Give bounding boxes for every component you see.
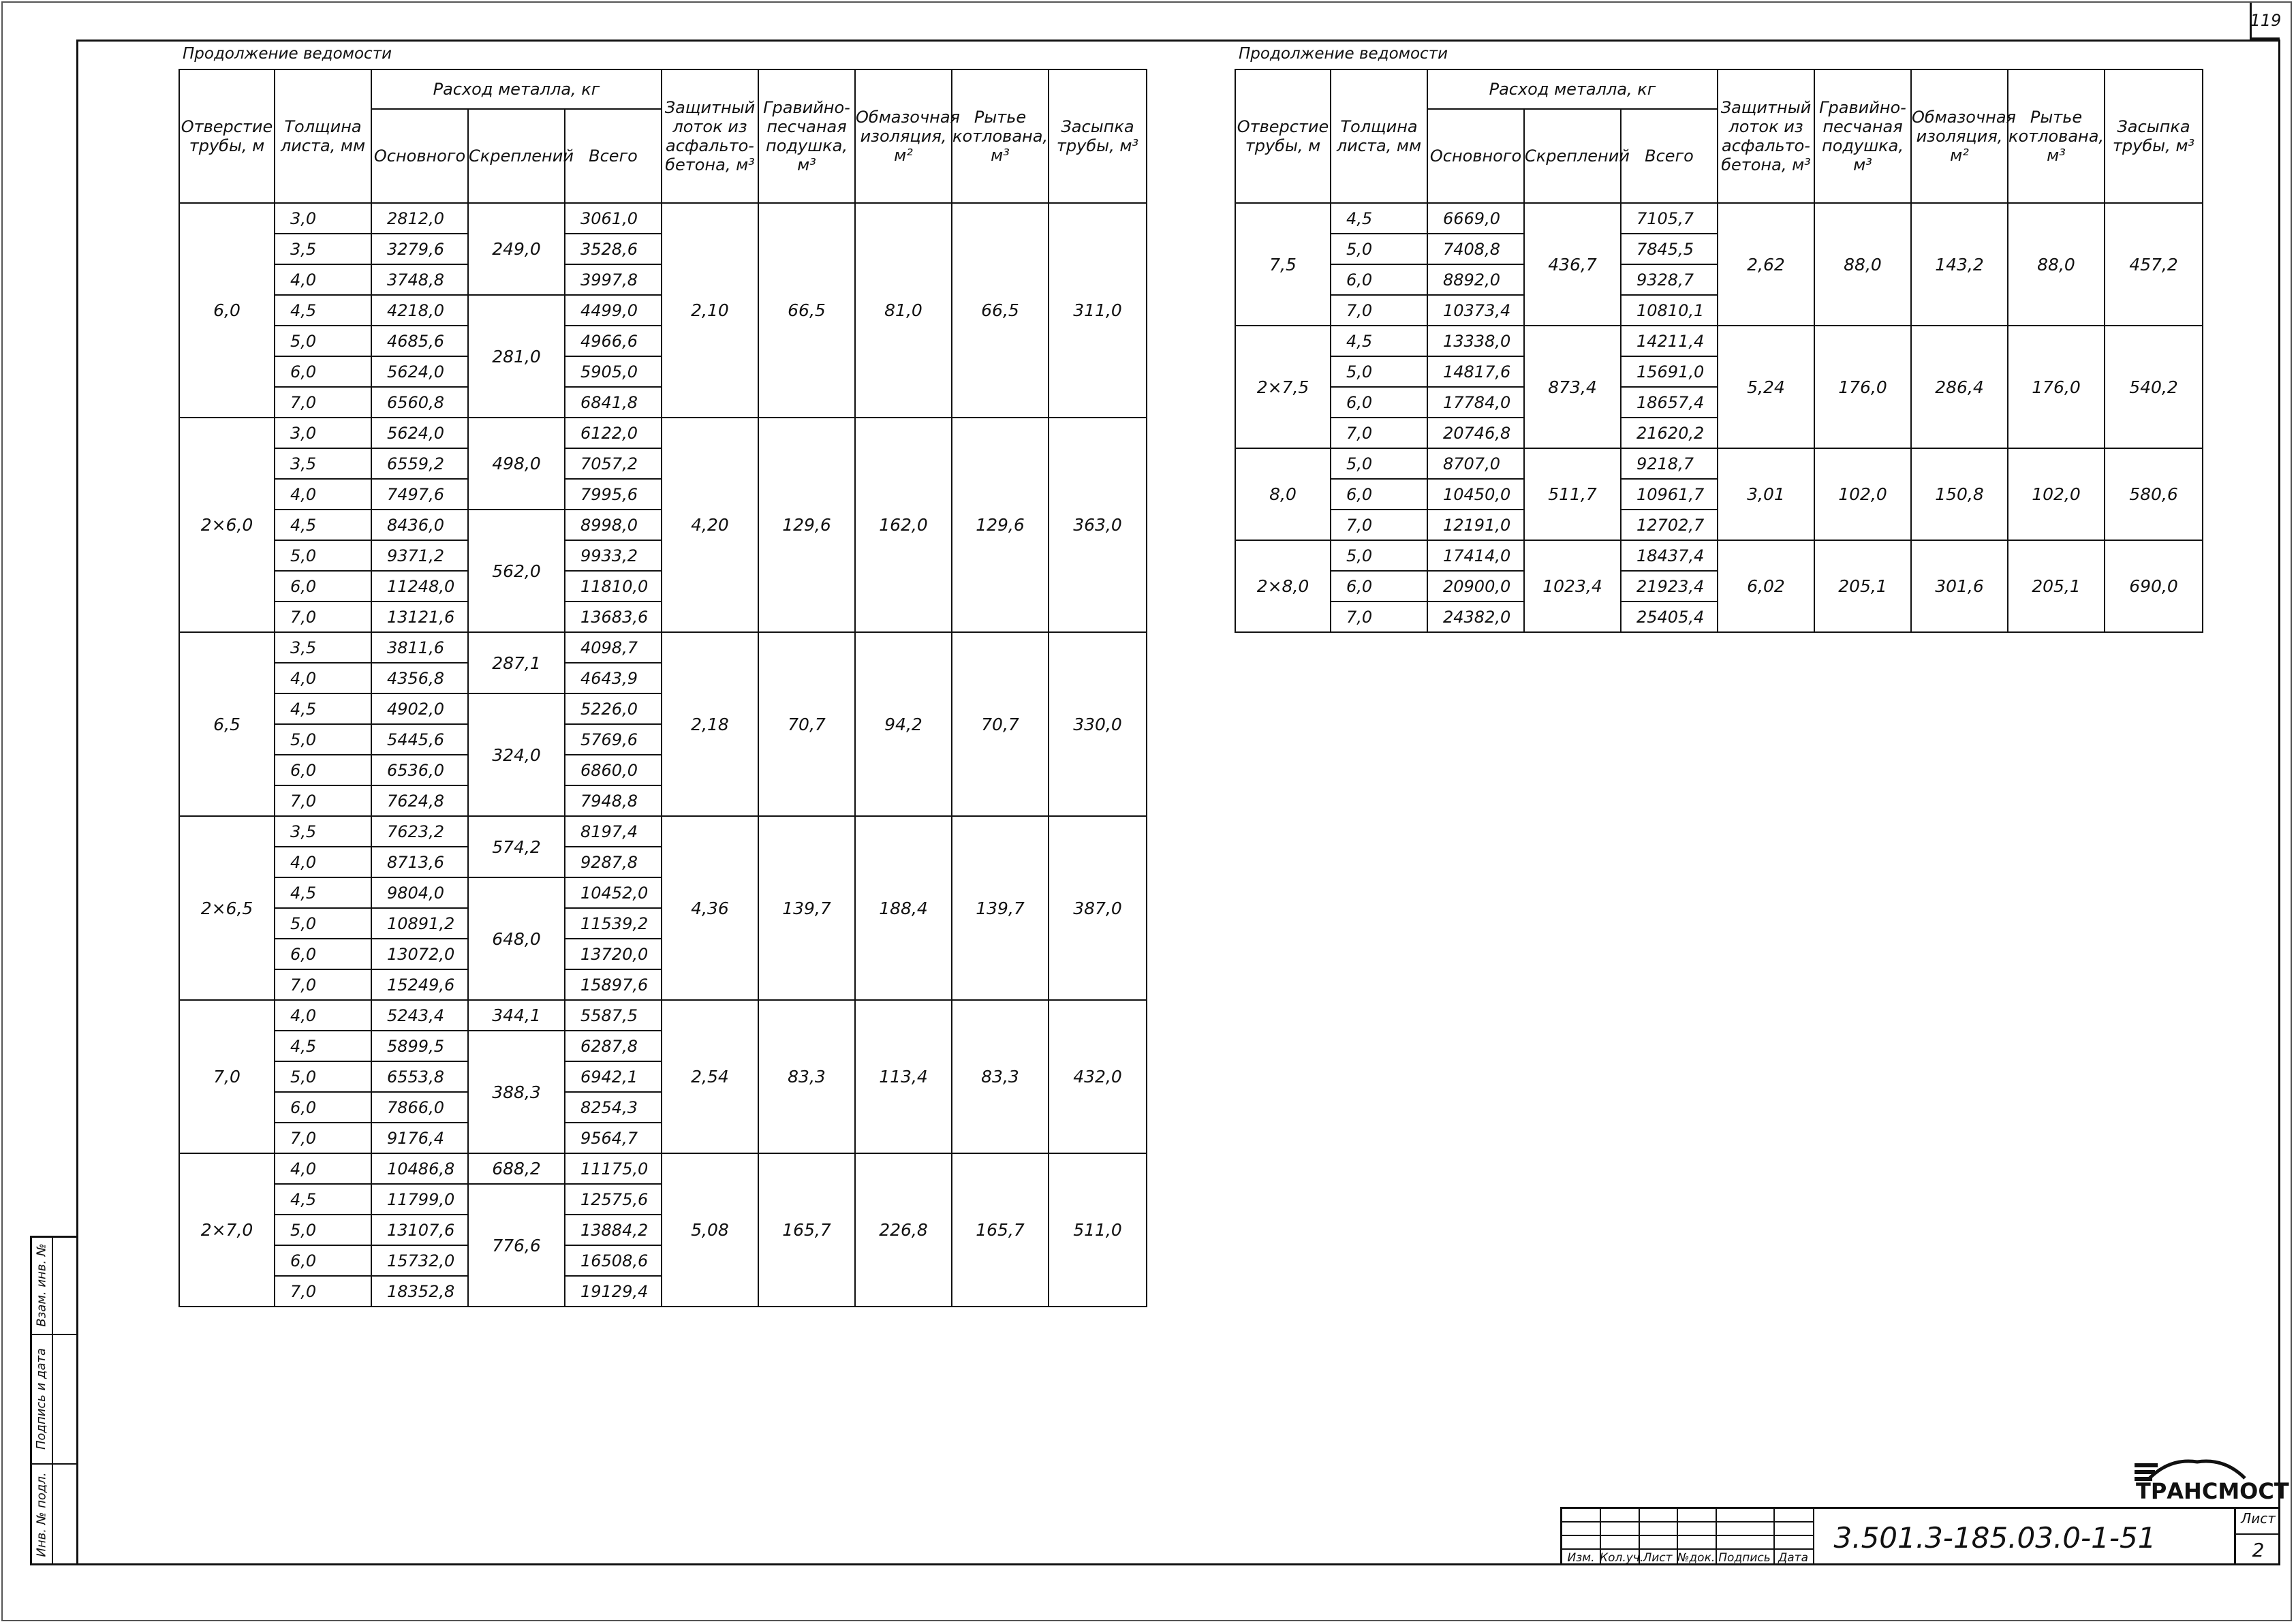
cell-thickness: 5,0 [275,326,371,356]
cell-metal-total: 9933,2 [565,540,662,571]
cell-thickness: 6,0 [275,571,371,602]
table-row [1235,203,2203,234]
cell-opening: 2×6,0 [179,418,275,632]
cell-metal-main: 10486,8 [371,1153,468,1184]
header-metal-consumption: Расход металла, кг [1427,69,1718,109]
table-row [179,632,1147,663]
cell-metal-main: 6560,8 [371,387,468,418]
cell-thickness: 7,0 [275,785,371,816]
cell-metal-main: 7497,6 [371,479,468,510]
cell-metal-total: 10452,0 [565,877,662,908]
cell-coating-insulation: 150,8 [1911,448,2008,540]
cell-thickness: 6,0 [1331,264,1427,295]
cell-metal-fasteners: 873,4 [1524,326,1621,448]
cell-thickness: 7,0 [275,387,371,418]
cell-gravel-cushion: 139,7 [758,816,855,1000]
cell-opening: 7,5 [1235,203,1331,326]
cell-thickness: 5,0 [275,724,371,755]
header-pit-excavation: Рытье котлована, м³ [2008,69,2105,203]
header-metal-total: Всего [565,109,662,203]
cell-gravel-cushion: 129,6 [758,418,855,632]
cell-metal-total: 4499,0 [565,295,662,326]
cell-metal-total: 3528,6 [565,234,662,264]
cell-metal-total: 16508,6 [565,1245,662,1276]
cell-metal-main: 9371,2 [371,540,468,571]
header-gravel-cushion: Гравийно-песчаная подушка, м³ [1814,69,1911,203]
cell-protective-tray: 2,18 [662,632,758,816]
cell-opening: 2×7,5 [1235,326,1331,448]
cell-protective-tray: 4,20 [662,418,758,632]
page-number: 119 [2250,3,2280,40]
cell-metal-main: 17784,0 [1427,387,1524,418]
sheet-label: Лист [2241,1510,2276,1527]
cell-metal-total: 21923,4 [1621,571,1718,602]
cell-coating-insulation: 143,2 [1911,203,2008,326]
cell-opening: 2×6,5 [179,816,275,1000]
cell-metal-main: 10373,4 [1427,295,1524,326]
cell-pit-excavation: 83,3 [952,1000,1049,1153]
table-row [179,1153,1147,1184]
cell-protective-tray: 3,01 [1718,448,1814,540]
cell-metal-total: 12702,7 [1621,510,1718,540]
title-block [1560,1507,2280,1565]
table-row [1235,540,2203,571]
cell-metal-fasteners: 249,0 [468,203,565,295]
cell-metal-main: 6559,2 [371,448,468,479]
cell-opening: 8,0 [1235,448,1331,540]
cell-thickness: 7,0 [1331,295,1427,326]
cell-metal-main: 20900,0 [1427,571,1524,602]
cell-thickness: 4,0 [275,663,371,693]
title-block-revision-cells [1562,1509,1814,1565]
cell-thickness: 4,5 [275,1184,371,1215]
cell-thickness: 5,0 [275,540,371,571]
table-row [1235,326,2203,356]
cell-metal-total: 5587,5 [565,1000,662,1031]
cell-pipe-backfill: 580,6 [2105,448,2203,540]
cell-metal-total: 7057,2 [565,448,662,479]
header-opening: Отверстие трубы, м [179,69,275,203]
cell-metal-total: 8998,0 [565,510,662,540]
cell-thickness: 4,5 [1331,203,1427,234]
table-row [179,816,1147,847]
cell-metal-main: 5243,4 [371,1000,468,1031]
cell-pit-excavation: 88,0 [2008,203,2105,326]
cell-coating-insulation: 113,4 [855,1000,952,1153]
cell-thickness: 5,0 [1331,234,1427,264]
cell-thickness: 7,0 [275,1123,371,1153]
cell-protective-tray: 2,10 [662,203,758,418]
cell-metal-main: 11248,0 [371,571,468,602]
cell-metal-total: 7948,8 [565,785,662,816]
cell-thickness: 4,0 [275,847,371,877]
cell-coating-insulation: 188,4 [855,816,952,1000]
cell-metal-total: 15897,6 [565,969,662,1000]
cell-pit-excavation: 139,7 [952,816,1049,1000]
tb-label-izm: Изм. [1567,1551,1595,1565]
cell-thickness: 7,0 [275,969,371,1000]
cell-metal-total: 9287,8 [565,847,662,877]
cell-metal-main: 7623,2 [371,816,468,847]
cell-gravel-cushion: 66,5 [758,203,855,418]
cell-thickness: 4,5 [275,295,371,326]
sheet-number-box [2234,1509,2280,1565]
cell-thickness: 7,0 [1331,510,1427,540]
cell-protective-tray: 5,24 [1718,326,1814,448]
cell-metal-main: 13121,6 [371,602,468,632]
header-metal-main: Основного [371,109,468,203]
cell-thickness: 4,5 [275,1031,371,1061]
header-thickness: Толщина листа, мм [1331,69,1427,203]
cell-metal-main: 17414,0 [1427,540,1524,571]
cell-metal-main: 9804,0 [371,877,468,908]
cell-metal-main: 2812,0 [371,203,468,234]
left-table-caption: Продолжение ведомости [183,45,392,63]
logo-text: ТРАНСМОСТ [2136,1478,2289,1504]
cell-thickness: 6,0 [1331,479,1427,510]
cell-metal-total: 3997,8 [565,264,662,295]
cell-opening: 6,0 [179,203,275,418]
tb-label-podpis: Подпись [1718,1551,1771,1565]
cell-thickness: 6,0 [1331,387,1427,418]
cell-thickness: 6,0 [1331,571,1427,602]
side-label-sign-date: Подпись и дата [34,1347,49,1450]
cell-metal-total: 25405,4 [1621,602,1718,632]
cell-opening: 2×8,0 [1235,540,1331,632]
table-row [1235,448,2203,479]
cell-thickness: 6,0 [275,1092,371,1123]
header-metal-consumption: Расход металла, кг [371,69,662,109]
cell-metal-main: 4685,6 [371,326,468,356]
cell-pipe-backfill: 387,0 [1049,816,1147,1000]
cell-thickness: 6,0 [275,939,371,969]
cell-pipe-backfill: 311,0 [1049,203,1147,418]
cell-metal-total: 5905,0 [565,356,662,387]
cell-metal-fasteners: 776,6 [468,1184,565,1307]
cell-metal-total: 19129,4 [565,1276,662,1307]
cell-protective-tray: 2,62 [1718,203,1814,326]
cell-metal-main: 5624,0 [371,356,468,387]
cell-pipe-backfill: 432,0 [1049,1000,1147,1153]
cell-thickness: 6,0 [275,755,371,785]
cell-metal-main: 8713,6 [371,847,468,877]
cell-metal-main: 14817,6 [1427,356,1524,387]
header-thickness: Толщина листа, мм [275,69,371,203]
cell-metal-total: 10961,7 [1621,479,1718,510]
cell-metal-main: 6553,8 [371,1061,468,1092]
cell-metal-main: 11799,0 [371,1184,468,1215]
cell-metal-total: 7845,5 [1621,234,1718,264]
cell-metal-total: 18437,4 [1621,540,1718,571]
cell-coating-insulation: 226,8 [855,1153,952,1307]
cell-thickness: 7,0 [275,1276,371,1307]
cell-pit-excavation: 165,7 [952,1153,1049,1307]
cell-thickness: 3,5 [275,448,371,479]
cell-metal-total: 14211,4 [1621,326,1718,356]
header-pipe-backfill: Засыпка трубы, м³ [1049,69,1147,203]
side-label-inv-vzam: Взам. инв. № [34,1243,49,1327]
cell-opening: 7,0 [179,1000,275,1153]
header-protective-tray: Защитный лоток из асфальто-бетона, м³ [662,69,758,203]
cell-metal-total: 3061,0 [565,203,662,234]
cell-metal-main: 9176,4 [371,1123,468,1153]
cell-thickness: 5,0 [275,908,371,939]
cell-metal-main: 3811,6 [371,632,468,663]
cell-gravel-cushion: 83,3 [758,1000,855,1153]
cell-metal-total: 4966,6 [565,326,662,356]
cell-pipe-backfill: 330,0 [1049,632,1147,816]
cell-gravel-cushion: 70,7 [758,632,855,816]
cell-metal-total: 5769,6 [565,724,662,755]
cell-metal-total: 11810,0 [565,571,662,602]
cell-metal-main: 12191,0 [1427,510,1524,540]
cell-metal-fasteners: 388,3 [468,1031,565,1153]
cell-metal-main: 4902,0 [371,693,468,724]
cell-metal-main: 5445,6 [371,724,468,755]
right-statement-table [1235,69,2203,633]
cell-metal-total: 13683,6 [565,602,662,632]
table-row [179,1000,1147,1031]
cell-thickness: 3,5 [275,816,371,847]
cell-pit-excavation: 70,7 [952,632,1049,816]
cell-metal-fasteners: 648,0 [468,877,565,1000]
cell-metal-main: 3748,8 [371,264,468,295]
cell-thickness: 3,5 [275,234,371,264]
cell-thickness: 6,0 [275,1245,371,1276]
cell-metal-total: 13884,2 [565,1215,662,1245]
cell-metal-main: 15249,6 [371,969,468,1000]
header-opening: Отверстие трубы, м [1235,69,1331,203]
cell-metal-total: 6860,0 [565,755,662,785]
cell-thickness: 4,5 [275,510,371,540]
header-metal-fasteners: Скреплений [1524,109,1621,203]
cell-pit-excavation: 176,0 [2008,326,2105,448]
cell-thickness: 4,0 [275,479,371,510]
cell-coating-insulation: 81,0 [855,203,952,418]
cell-metal-fasteners: 1023,4 [1524,540,1621,632]
cell-metal-main: 8707,0 [1427,448,1524,479]
cell-metal-main: 10891,2 [371,908,468,939]
cell-thickness: 3,5 [275,632,371,663]
left-statement-table [179,69,1147,1307]
cell-pipe-backfill: 540,2 [2105,326,2203,448]
cell-metal-total: 7995,6 [565,479,662,510]
cell-coating-insulation: 94,2 [855,632,952,816]
cell-metal-total: 4643,9 [565,663,662,693]
cell-gravel-cushion: 102,0 [1814,448,1911,540]
sheet-number: 2 [2252,1539,2265,1561]
cell-metal-total: 11175,0 [565,1153,662,1184]
cell-thickness: 6,0 [275,356,371,387]
cell-metal-main: 8436,0 [371,510,468,540]
cell-thickness: 3,0 [275,203,371,234]
cell-metal-main: 4356,8 [371,663,468,693]
cell-thickness: 5,0 [275,1061,371,1092]
cell-metal-main: 8892,0 [1427,264,1524,295]
cell-metal-total: 12575,6 [565,1184,662,1215]
header-metal-total: Всего [1621,109,1718,203]
header-coating-insulation: Обмазочная изоляция, м² [855,69,952,203]
table-row [179,203,1147,234]
cell-metal-total: 9218,7 [1621,448,1718,479]
cell-metal-total: 18657,4 [1621,387,1718,418]
cell-metal-main: 24382,0 [1427,602,1524,632]
side-label-inv-podl: Инв. № подл. [34,1471,49,1557]
cell-pit-excavation: 129,6 [952,418,1049,632]
cell-thickness: 4,0 [275,1153,371,1184]
cell-metal-total: 21620,2 [1621,418,1718,448]
cell-coating-insulation: 301,6 [1911,540,2008,632]
cell-metal-total: 10810,1 [1621,295,1718,326]
cell-opening: 6,5 [179,632,275,816]
cell-gravel-cushion: 176,0 [1814,326,1911,448]
header-metal-fasteners: Скреплений [468,109,565,203]
cell-gravel-cushion: 205,1 [1814,540,1911,632]
cell-metal-total: 15691,0 [1621,356,1718,387]
cell-thickness: 5,0 [1331,356,1427,387]
cell-metal-main: 10450,0 [1427,479,1524,510]
cell-metal-main: 20746,8 [1427,418,1524,448]
cell-thickness: 5,0 [275,1215,371,1245]
cell-metal-main: 7408,8 [1427,234,1524,264]
cell-protective-tray: 6,02 [1718,540,1814,632]
cell-coating-insulation: 286,4 [1911,326,2008,448]
cell-gravel-cushion: 165,7 [758,1153,855,1307]
cell-metal-fasteners: 436,7 [1524,203,1621,326]
cell-metal-fasteners: 324,0 [468,693,565,816]
cell-pit-excavation: 205,1 [2008,540,2105,632]
cell-metal-main: 5899,5 [371,1031,468,1061]
cell-opening: 2×7,0 [179,1153,275,1307]
cell-thickness: 4,5 [1331,326,1427,356]
cell-protective-tray: 5,08 [662,1153,758,1307]
document-code: 3.501.3-185.03.0-1-51 [1833,1521,2156,1555]
cell-metal-main: 3279,6 [371,234,468,264]
transmost-logo [2129,1455,2289,1504]
header-gravel-cushion: Гравийно-песчаная подушка, м³ [758,69,855,203]
cell-thickness: 4,0 [275,1000,371,1031]
cell-metal-main: 7866,0 [371,1092,468,1123]
table-row [179,418,1147,448]
header-protective-tray: Защитный лоток из асфальто-бетона, м³ [1718,69,1814,203]
cell-metal-fasteners: 498,0 [468,418,565,510]
cell-metal-total: 11539,2 [565,908,662,939]
cell-thickness: 7,0 [1331,418,1427,448]
cell-metal-main: 5624,0 [371,418,468,448]
cell-protective-tray: 2,54 [662,1000,758,1153]
cell-protective-tray: 4,36 [662,816,758,1000]
cell-gravel-cushion: 88,0 [1814,203,1911,326]
cell-thickness: 5,0 [1331,448,1427,479]
right-table-caption: Продолжение ведомости [1239,45,1448,63]
tb-label-ndok: №док. [1677,1551,1716,1565]
cell-metal-main: 13338,0 [1427,326,1524,356]
cell-pipe-backfill: 690,0 [2105,540,2203,632]
header-pit-excavation: Рытье котлована, м³ [952,69,1049,203]
header-metal-main: Основного [1427,109,1524,203]
header-coating-insulation: Обмазочная изоляция, м² [1911,69,2008,203]
tb-label-data: Дата [1778,1551,1809,1565]
cell-thickness: 7,0 [1331,602,1427,632]
cell-metal-main: 18352,8 [371,1276,468,1307]
tb-label-koluch: Кол.уч. [1600,1551,1644,1565]
cell-metal-fasteners: 287,1 [468,632,565,693]
cell-metal-main: 7624,8 [371,785,468,816]
cell-metal-total: 6287,8 [565,1031,662,1061]
cell-metal-total: 5226,0 [565,693,662,724]
cell-metal-fasteners: 562,0 [468,510,565,632]
cell-pit-excavation: 102,0 [2008,448,2105,540]
cell-metal-fasteners: 574,2 [468,816,565,877]
cell-metal-main: 13107,6 [371,1215,468,1245]
cell-pipe-backfill: 363,0 [1049,418,1147,632]
cell-metal-fasteners: 511,7 [1524,448,1621,540]
cell-thickness: 5,0 [1331,540,1427,571]
cell-metal-total: 4098,7 [565,632,662,663]
cell-metal-fasteners: 344,1 [468,1000,565,1031]
cell-metal-total: 9564,7 [565,1123,662,1153]
cell-metal-total: 7105,7 [1621,203,1718,234]
cell-metal-total: 13720,0 [565,939,662,969]
cell-metal-main: 6536,0 [371,755,468,785]
cell-thickness: 7,0 [275,602,371,632]
cell-metal-total: 9328,7 [1621,264,1718,295]
cell-metal-main: 15732,0 [371,1245,468,1276]
cell-metal-total: 6841,8 [565,387,662,418]
cell-metal-total: 6122,0 [565,418,662,448]
cell-metal-total: 8197,4 [565,816,662,847]
header-pipe-backfill: Засыпка трубы, м³ [2105,69,2203,203]
cell-metal-fasteners: 688,2 [468,1153,565,1184]
cell-pit-excavation: 66,5 [952,203,1049,418]
cell-thickness: 3,0 [275,418,371,448]
cell-coating-insulation: 162,0 [855,418,952,632]
cell-metal-main: 6669,0 [1427,203,1524,234]
cell-thickness: 4,5 [275,877,371,908]
cell-thickness: 4,5 [275,693,371,724]
cell-metal-fasteners: 281,0 [468,295,565,418]
cell-metal-main: 13072,0 [371,939,468,969]
cell-metal-total: 6942,1 [565,1061,662,1092]
cell-pipe-backfill: 511,0 [1049,1153,1147,1307]
cell-pipe-backfill: 457,2 [2105,203,2203,326]
tb-label-list: Лист [1643,1551,1673,1565]
cell-metal-main: 4218,0 [371,295,468,326]
cell-thickness: 4,0 [275,264,371,295]
cell-metal-total: 8254,3 [565,1092,662,1123]
